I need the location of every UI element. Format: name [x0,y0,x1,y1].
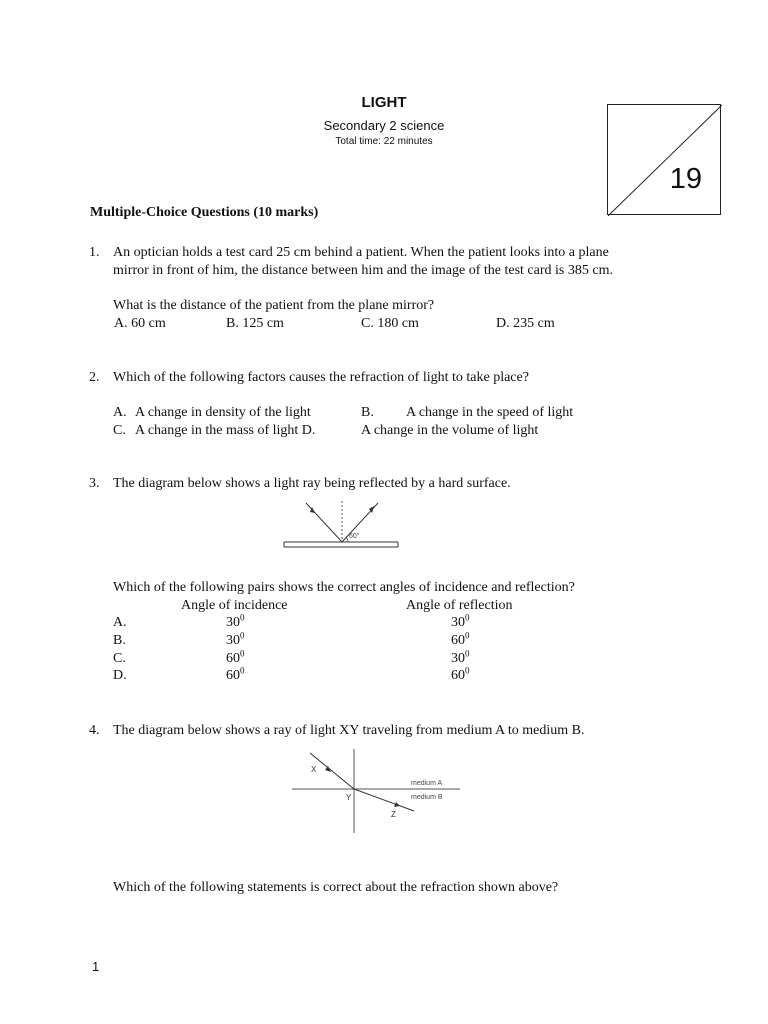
q3-row-a-reflection: $30^0$ [451,612,470,630]
q3-row-c-reflection: $30^0$ [451,648,470,666]
q3-row-b-letter: B. [113,633,126,648]
q2-option-b-text: A change in the speed of light [406,405,574,420]
q2-number: 2. [89,370,100,385]
q2-option-a-text: A change in density of the light [135,405,311,420]
label-z: Z [391,810,396,819]
q1-option-b: B. 125 cm [226,316,284,331]
q1-line-2: mirror in front of him, the distance between him and the image of the test card is 385 cm. [113,263,613,278]
q3-text: The diagram below shows a light ray being reflected by a hard surface. [113,476,511,491]
q3-row-a-letter: A. [113,615,127,630]
q2-option-b-letter: B. [361,405,374,420]
page-title: LIGHT [361,94,407,111]
q1-line-1: An optician holds a test card 25 cm behind a patient. When the patient looks into a plane [113,245,609,260]
label-medium-a: medium A [411,780,443,787]
q1-option-c: C. 180 cm [361,316,419,331]
q3-row-c-letter: C. [113,651,126,666]
q3-row-c-incidence: $60^0$ [226,648,245,666]
score-box-diagonal [608,105,722,216]
q3-row-b-reflection: $60^0$ [451,630,470,648]
section-heading: Multiple-Choice Questions (10 marks) [90,205,319,220]
reflection-diagram [282,497,402,559]
q1-number: 1. [89,245,100,260]
q3-number: 3. [89,476,100,491]
q2-text: Which of the following factors causes the refraction of light to take place? [113,370,529,385]
q2-option-a-letter: A. [113,405,127,420]
q2-option-c-letter: C. [113,423,126,438]
score-value: 19 [669,163,702,195]
label-x: X [311,765,317,774]
angle-label: 60° [349,533,360,540]
q3-row-b-incidence: $30^0$ [226,630,245,648]
q3-row-d-reflection: $60^0$ [451,665,470,683]
q4-number: 4. [89,723,100,738]
label-medium-b: medium B [411,794,443,801]
q4-prompt: Which of the following statements is correct about the refraction shown above? [113,880,559,895]
q1-option-a: A. 60 cm [114,316,166,331]
q3-header-reflection: Angle of reflection [406,598,513,613]
score-box [607,104,721,215]
q3-prompt: Which of the following pairs shows the correct angles of incidence and reflection? [113,580,575,595]
page-number: 1 [92,959,100,974]
refraction-diagram [290,747,462,837]
q3-header-incidence: Angle of incidence [181,598,288,613]
q2-option-c-text: A change in the mass of light D. [135,423,316,438]
q1-prompt: What is the distance of the patient from the plane mirror? [113,298,435,313]
q4-text: The diagram below shows a ray of light XY traveling from medium A to medium B. [113,723,585,738]
label-y: Y [346,793,352,802]
q3-row-d-letter: D. [113,668,127,683]
q3-row-a-incidence: $30^0$ [226,612,245,630]
q1-option-d: D. 235 cm [496,316,555,331]
total-time: Total time: 22 minutes [335,136,433,147]
page-subtitle: Secondary 2 science [323,118,445,133]
q2-option-d-text: A change in the volume of light [361,423,539,438]
q3-row-d-incidence: $60^0$ [226,665,245,683]
